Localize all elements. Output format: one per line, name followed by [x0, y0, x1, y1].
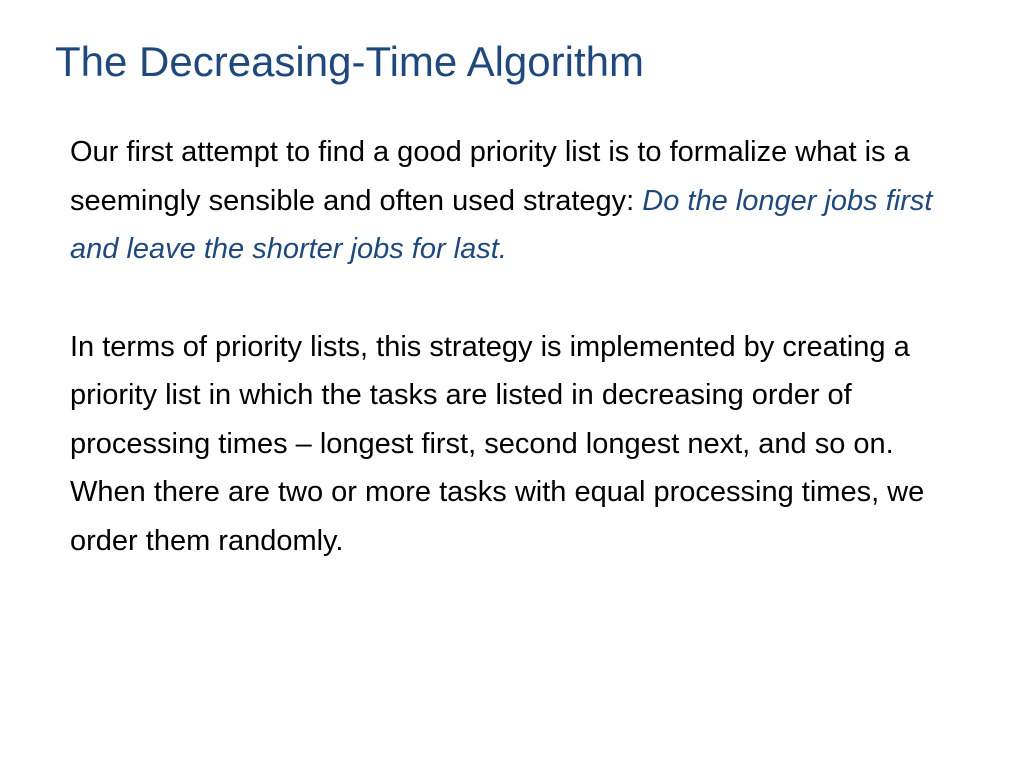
body-paragraph-1 — [70, 128, 965, 274]
paragraph-1-lead: Our first attempt to find a good priority list is to formalize what is a seemingly sensible and often used strategy: — [70, 136, 910, 217]
paragraph-1-trailing: . — [498, 233, 507, 265]
body-paragraph-2: In terms of priority lists, this strategy is implemented by creating a priority list in which the tasks are listed in decreasing order of processing times – longest first, second longest next, and so on. When there are two or more tasks with equal processing times, we order them randomly. — [70, 330, 925, 557]
paragraph-1-emphasis: Do the longer jobs first and leave the shorter jobs for last — [70, 184, 933, 265]
slide-title: The Decreasing-Time Algorithm — [55, 38, 644, 85]
slide-body — [70, 128, 965, 565]
